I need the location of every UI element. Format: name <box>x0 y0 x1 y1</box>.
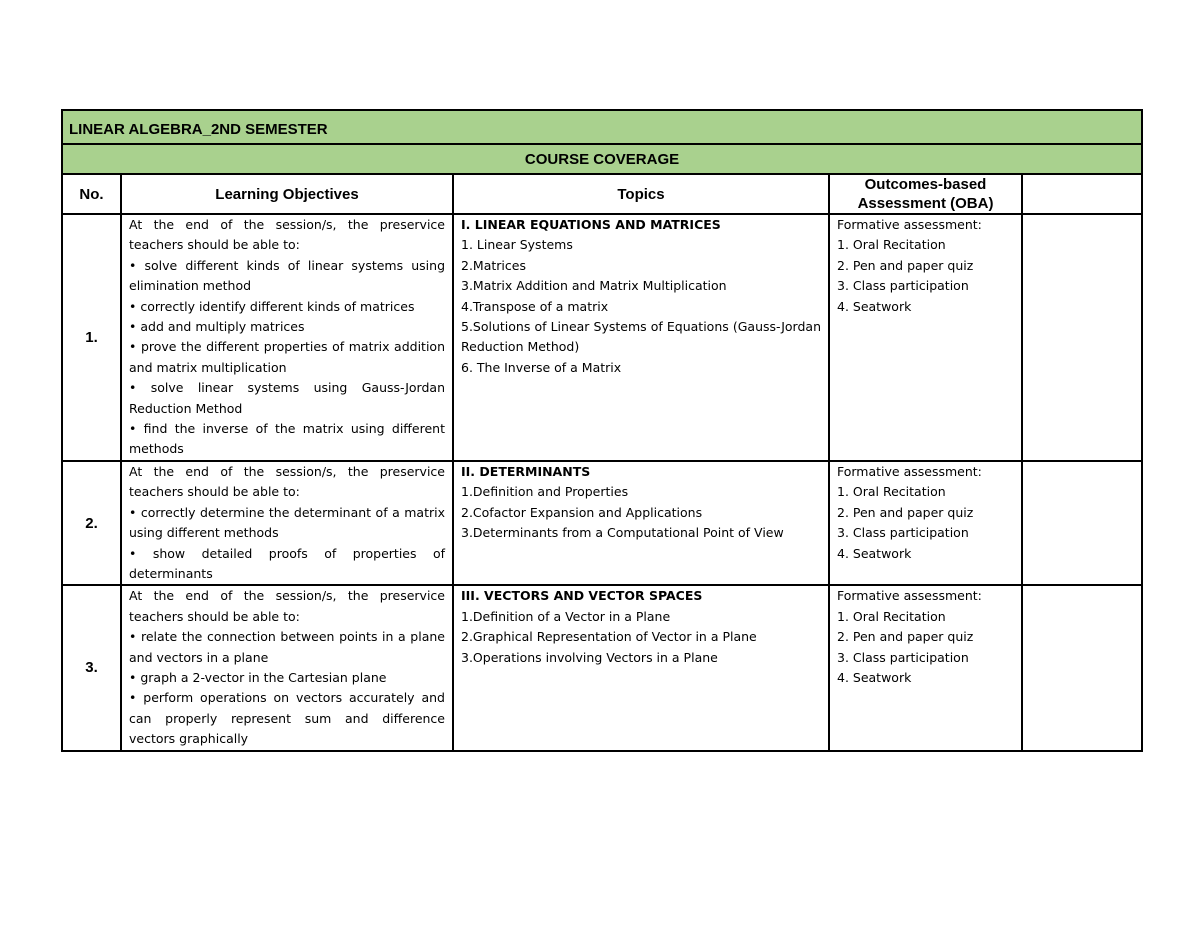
objective-item: • find the inverse of the matrix using different methods <box>129 421 445 457</box>
topic-item: 5.Solutions of Linear Systems of Equations (Gauss-Jordan Reduction Method) <box>461 319 821 355</box>
topic-item: 2.Graphical Representation of Vector in a Plane <box>461 629 757 645</box>
topic-item: 3.Determinants from a Computational Point of View <box>461 525 784 541</box>
oba-item: 1. Oral Recitation <box>837 608 946 624</box>
oba-item: 3. Class participation <box>837 525 969 541</box>
oba-item: 4. Seatwork <box>837 298 912 314</box>
objective-item: • relate the connection between points in a plane and vectors in a plane <box>129 629 445 665</box>
column-header-objectives: Learning Objectives <box>121 174 453 214</box>
column-header-topics: Topics <box>453 174 829 214</box>
oba-item: 4. Seatwork <box>837 669 912 685</box>
objectives-intro: At the end of the session/s, the preservice teachers should be able to: <box>129 588 445 624</box>
topic-item: 2.Matrices <box>461 257 526 273</box>
oba-cell <box>829 585 1022 750</box>
column-header-extra <box>1022 174 1142 214</box>
objective-item: • perform operations on vectors accurately and can properly represent sum and difference vectors graphically <box>129 690 445 747</box>
oba-item: 4. Seatwork <box>837 545 912 561</box>
row-number: 3. <box>62 585 121 750</box>
learning-objectives-cell <box>121 214 453 461</box>
coverage-row <box>62 144 1142 174</box>
topic-title: II. DETERMINANTS <box>461 463 591 479</box>
extra-cell <box>1022 461 1142 585</box>
oba-title: Formative assessment: <box>837 588 982 604</box>
row-number: 1. <box>62 214 121 461</box>
oba-item: 2. Pen and paper quiz <box>837 257 974 273</box>
coverage-heading: COURSE COVERAGE <box>62 144 1142 174</box>
table-row <box>62 214 1142 461</box>
objectives-intro: At the end of the session/s, the preservice teachers should be able to: <box>129 463 445 500</box>
oba-item: 1. Oral Recitation <box>837 484 946 500</box>
oba-cell <box>829 214 1022 461</box>
topic-item: 4.Transpose of a matrix <box>461 298 609 314</box>
objective-item: • correctly identify different kinds of matrices <box>129 298 415 314</box>
oba-cell <box>829 461 1022 585</box>
topic-item: 1.Definition and Properties <box>461 484 629 500</box>
topics-cell <box>453 214 829 461</box>
oba-title: Formative assessment: <box>837 463 982 479</box>
title-row <box>62 110 1142 144</box>
document-title: LINEAR ALGEBRA_2ND SEMESTER <box>62 110 1142 144</box>
extra-cell <box>1022 585 1142 750</box>
topics-cell <box>453 461 829 585</box>
topic-item: 3.Matrix Addition and Matrix Multiplication <box>461 278 727 294</box>
topic-title: III. VECTORS AND VECTOR SPACES <box>461 588 703 604</box>
table-row <box>62 461 1142 585</box>
objectives-intro: At the end of the session/s, the preservice teachers should be able to: <box>129 217 445 253</box>
topic-title: I. LINEAR EQUATIONS AND MATRICES <box>461 217 721 232</box>
course-coverage-table <box>61 109 1143 752</box>
topics-cell <box>453 585 829 750</box>
learning-objectives-cell <box>121 461 453 585</box>
oba-item: 2. Pen and paper quiz <box>837 504 974 520</box>
topic-item: 1. Linear Systems <box>461 237 573 253</box>
oba-item: 3. Class participation <box>837 649 969 665</box>
table-row <box>62 585 1142 750</box>
objective-item: • prove the different properties of matrix addition and matrix multiplication <box>129 339 445 375</box>
row-number: 2. <box>62 461 121 585</box>
topic-item: 2.Cofactor Expansion and Applications <box>461 504 703 520</box>
objective-item: • solve different kinds of linear systems using elimination method <box>129 257 445 294</box>
objective-item: • solve linear systems using Gauss-Jordan Reduction Method <box>129 380 445 416</box>
column-header-no: No. <box>62 174 121 214</box>
column-header-row <box>62 174 1142 214</box>
oba-item: 2. Pen and paper quiz <box>837 629 974 645</box>
oba-item: 1. Oral Recitation <box>837 237 946 253</box>
topic-item: 1.Definition of a Vector in a Plane <box>461 608 671 624</box>
objective-item: • correctly determine the determinant of a matrix using different methods <box>129 504 445 541</box>
objective-item: • add and multiply matrices <box>129 319 305 335</box>
topic-item: 3.Operations involving Vectors in a Plane <box>461 649 718 665</box>
objective-item: • show detailed proofs of properties of determinants <box>129 545 445 581</box>
objective-item: • graph a 2-vector in the Cartesian plane <box>129 669 387 685</box>
topic-item: 6. The Inverse of a Matrix <box>461 359 622 375</box>
learning-objectives-cell <box>121 585 453 750</box>
oba-title: Formative assessment: <box>837 217 982 232</box>
oba-item: 3. Class participation <box>837 278 969 294</box>
extra-cell <box>1022 214 1142 461</box>
column-header-oba: Outcomes-based Assessment (OBA) <box>829 174 1022 214</box>
